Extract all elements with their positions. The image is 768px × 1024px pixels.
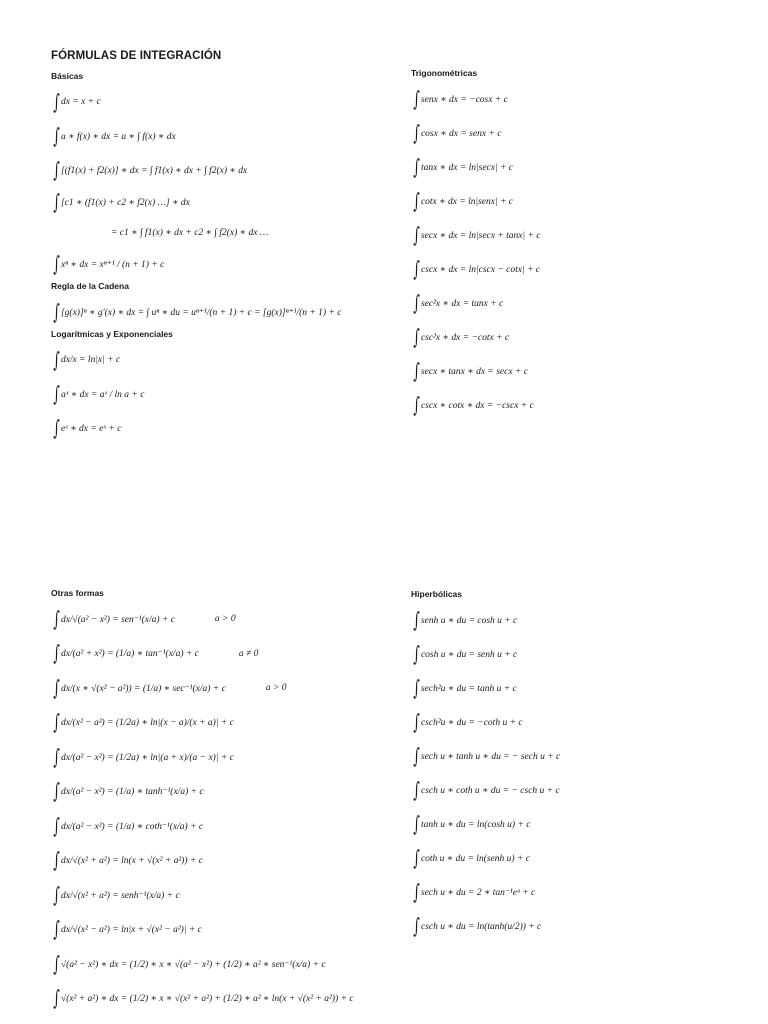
formula: ∫ [g(x)]ⁿ ∗ g′(x) ∗ dx = ∫ uⁿ ∗ du = uⁿ⁺¹/(n + 1) + c = [g(x)]ⁿ⁺¹/(n + 1) + c (53, 299, 342, 324)
formula: ∫ cscx ∗ cotx ∗ dx = −cscx + c (413, 392, 534, 417)
formula: ∫ senh u ∗ du = cosh u + c (413, 607, 518, 632)
formula: ∫ dx/√(x² + a²) = senh⁻¹(x/a) + c (53, 882, 180, 907)
section-heading-basicas: Básicas (51, 71, 84, 81)
formula: ∫ cscx ∗ dx = ln|cscx − cotx| + c (413, 256, 540, 281)
formula: ∫ dx/(a² − x²) = (1/a) ∗ tanh⁻¹(x/a) + c (53, 779, 204, 804)
formula: ∫ aˣ ∗ dx = aˣ / ln a + c (53, 381, 145, 406)
formula: ∫ csc²x ∗ dx = −cotx + c (413, 324, 510, 349)
formula: ∫ √(x² + a²) ∗ dx = (1/2) ∗ x ∗ √(x² + a²) + (1/2) ∗ a² ∗ ln(x + √(x² + a²)) + c (53, 986, 354, 1011)
formula: ∫ sech²u ∗ du = tanh u + c (413, 675, 517, 700)
formula: ∫ csch u ∗ du = ln(tanh(u/2)) + c (413, 913, 542, 938)
formula: ∫ dx/√(x² + a²) = ln(x + √(x² + a²)) + c (53, 848, 203, 873)
left-top-column (51, 50, 391, 445)
formula: ∫ a ∗ f(x) ∗ dx = a ∗ ∫ f(x) ∗ dx (53, 123, 176, 148)
formula: ∫ secx ∗ dx = ln|secx + tanx| + c (413, 222, 541, 247)
page-title: FÓRMULAS DE INTEGRACIÓN (51, 50, 222, 62)
formula: ∫ cotx ∗ dx = ln|senx| + c (413, 188, 513, 213)
formula: ∫ cosx ∗ dx = senx + c (413, 120, 502, 145)
formula: ∫ dx/(a² − x²) = (1/2a) ∗ ln|(a + x)/(a − x)| + c (53, 744, 234, 769)
formula: ∫ sec²x ∗ dx = tanx + c (413, 290, 504, 315)
section-heading-logexp: Logarítmicas y Exponenciales (51, 329, 173, 339)
formula: ∫ cosh u ∗ du = senh u + c (413, 641, 518, 666)
formula: ∫ dx/(x ∗ √(x² − a²)) = (1/a) ∗ sec⁻¹(x/a) + c a > 0 (53, 675, 287, 700)
condition-label: a > 0 (214, 614, 236, 625)
condition-label: a > 0 (265, 683, 287, 694)
formula: ∫ csch²u ∗ du = −coth u + c (413, 709, 523, 734)
section-heading-trig: Trigonométricas (411, 68, 478, 78)
left-bottom-column (51, 588, 391, 1016)
formula: ∫ [c1 ∗ (f1(x) + c2 ∗ f2(x) …] ∗ dx (53, 189, 190, 214)
formula: ∫ dx/(a² − x²) = (1/a) ∗ coth⁻¹(x/a) + c (53, 813, 204, 838)
formula: ∫ eˣ ∗ dx = eˣ + c (53, 415, 122, 440)
formula: ∫ dx/x = ln|x| + c (53, 347, 121, 372)
formula: ∫ sech u ∗ tanh u ∗ du = − sech u + c (413, 743, 561, 768)
section-heading-cadena: Regla de la Cadena (51, 281, 129, 291)
formula: ∫ dx/√(x² − a²) = ln|x + √(x² − a²)| + c (53, 917, 202, 942)
formula: ∫ dx = x + c (53, 89, 101, 114)
formula: ∫ dx/√(a² − x²) = sen⁻¹(x/a) + c a > 0 (53, 606, 236, 631)
formula: ∫ [(f1(x) + f2(x)] ∗ dx = ∫ f1(x) ∗ dx + ∫ f2(x) ∗ dx (53, 157, 248, 182)
section-heading-otras: Otras formas (51, 588, 104, 598)
section-heading-hiper: Hiperbólicas (411, 589, 463, 599)
formula: ∫ coth u ∗ du = ln(senh u) + c (413, 845, 530, 870)
formula: = c1 ∗ ∫ f1(x) ∗ dx + c2 ∗ ∫ f2(x) ∗ dx … (111, 227, 269, 238)
formula: ∫ xⁿ ∗ dx = xⁿ⁺¹ / (n + 1) + c (53, 251, 165, 276)
formula: ∫ dx/(x² − a²) = (1/2a) ∗ ln|(x − a)/(x + a)| + c (53, 710, 234, 735)
right-top-column (411, 68, 751, 422)
formula: ∫ csch u ∗ coth u ∗ du = − csch u + c (413, 777, 560, 802)
right-bottom-column (411, 589, 751, 943)
formula: ∫ senx ∗ dx = −cosx + c (413, 86, 508, 111)
formula: ∫ secx ∗ tanx ∗ dx = secx + c (413, 358, 528, 383)
formula: ∫ √(a² − x²) ∗ dx = (1/2) ∗ x ∗ √(a² − x²) + (1/2) ∗ a² ∗ sen⁻¹(x/a) + c (53, 951, 326, 976)
formula: ∫ tanh u ∗ du = ln(cosh u) + c (413, 811, 531, 836)
formula: ∫ dx/(a² + x²) = (1/a) ∗ tan⁻¹(x/a) + c a ≠ 0 (53, 641, 259, 666)
formula: ∫ tanx ∗ dx = ln|secx| + c (413, 154, 513, 179)
condition-label: a ≠ 0 (238, 648, 259, 659)
formula: ∫ sech u ∗ du = 2 ∗ tan⁻¹eᵘ + c (413, 879, 536, 904)
